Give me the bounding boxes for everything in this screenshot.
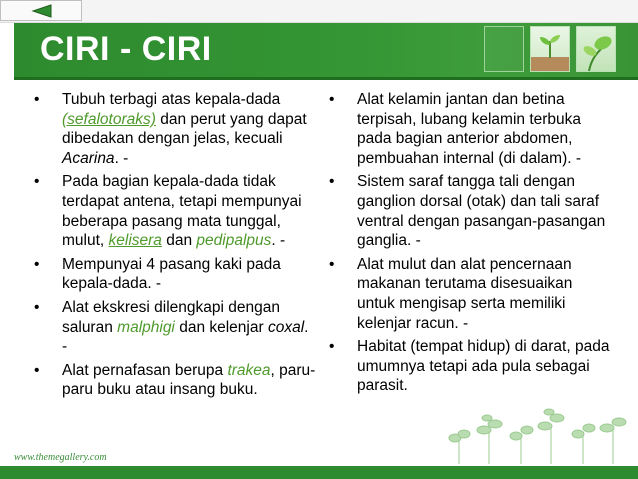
sprout-icon	[531, 27, 569, 71]
list-item: • Alat ekskresi dilengkapi dengan saluran malphigi dan kelenjar coxal. -	[34, 298, 316, 357]
list-item: • Alat mulut dan alat pencernaan makanan terutama disesuaikan untuk mengisap serta memiliki kelenjar racun. -	[329, 255, 613, 333]
italic-term: coxal	[267, 318, 305, 336]
footer-bar	[0, 466, 638, 479]
slide-title: CIRI - CIRI	[40, 30, 212, 68]
triangle-left-icon	[31, 4, 53, 18]
list-item: • Alat kelamin jantan dan betina terpisah, lubang kelamin terbuka pada bagian anterior abdomen, pembuahan internal (di dalam). -	[329, 90, 613, 168]
right-bullet-list	[329, 90, 613, 400]
footer-website: www.themegallery.com	[14, 452, 107, 463]
banner-underline	[14, 77, 638, 80]
highlight-term: kelisera	[108, 232, 162, 250]
sprout-thumbnail	[530, 26, 570, 72]
list-item: • Mempunyai 4 pasang kaki pada kepala-dada. -	[34, 255, 316, 294]
highlight-term: malphigi	[117, 318, 175, 336]
list-item: • Tubuh terbagi atas kepala-dada (sefalotoraks) dan perut yang dapat dibedakan dengan jelas, kecuali Acarina. -	[34, 90, 316, 168]
list-item: • Habitat (tempat hidup) di darat, pada umumnya tetapi ada pula sebagai parasit.	[329, 337, 613, 396]
list-item: • Pada bagian kepala-dada tidak terdapat antena, tetapi mempunyai beberapa pasang mata tunggal, mulut, kelisera dan pedipalpus. -	[34, 172, 316, 250]
highlight-term: trakea	[227, 361, 271, 379]
list-item: • Alat pernafasan berupa trakea, paru-paru buku atau insang buku.	[34, 361, 316, 400]
list-item: • Sistem saraf tangga tali dengan ganglion dorsal (otak) dan tali saraf ventral dengan pasangan-pasangan ganglia. -	[329, 172, 613, 250]
italic-term: Acarina	[62, 149, 115, 167]
left-bullet-list	[34, 90, 316, 404]
highlight-term: (sefalotoraks)	[62, 110, 156, 128]
plant-row-icon	[445, 400, 635, 464]
seedling-thumbnail	[576, 26, 616, 72]
seedling-icon	[577, 27, 615, 71]
navigation-bar	[0, 0, 638, 23]
highlight-term: pedipalpus	[196, 232, 272, 250]
decorative-square	[484, 26, 524, 72]
previous-slide-button[interactable]	[0, 0, 82, 21]
